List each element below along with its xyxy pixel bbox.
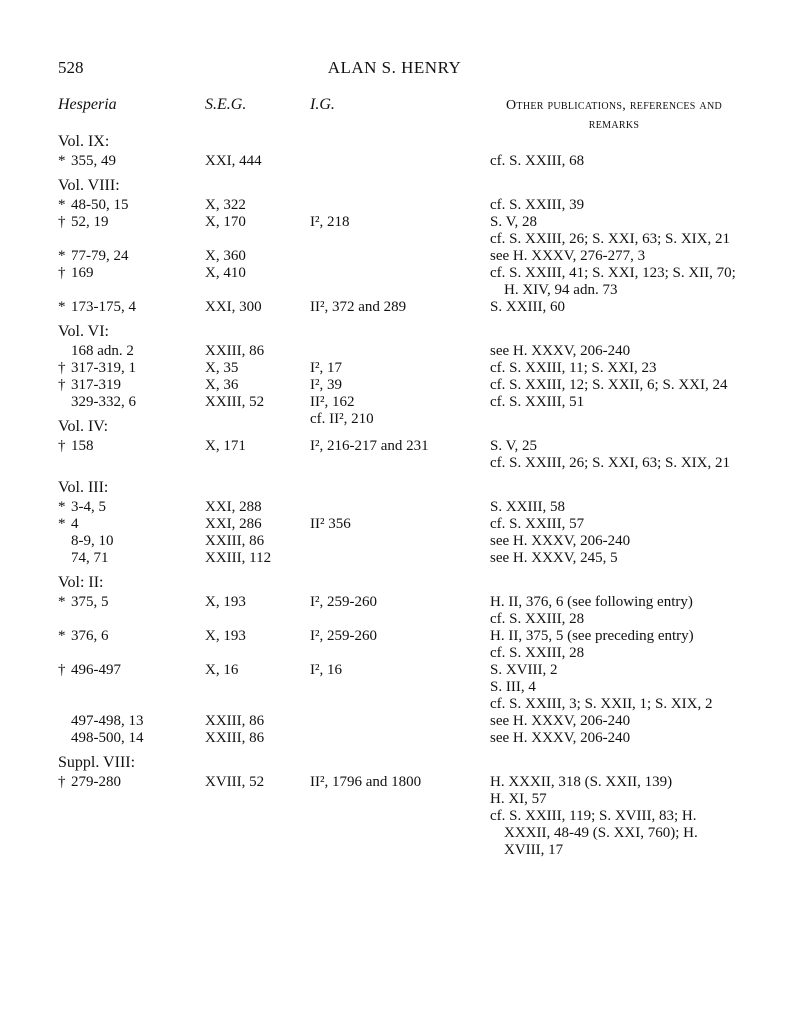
other-ref-line: S. XXIII, 58 [490, 499, 565, 515]
volume-section [58, 573, 738, 747]
column-headers [58, 96, 738, 132]
hesperia-ref-cell [58, 153, 198, 170]
ig-ref-cell [310, 628, 485, 645]
hesperia-ref-cell [58, 299, 198, 316]
hesperia-ref-cell [58, 197, 198, 214]
other-ref-line: cf. S. XXIII, 28 [490, 611, 585, 627]
other-refs [490, 533, 738, 550]
ig-ref: II², 1796 and 1800 [310, 774, 422, 790]
table-row [58, 214, 738, 248]
ig-ref: I², 17 [310, 360, 342, 376]
table-row [58, 299, 738, 316]
hesperia-ref: 3-4, 5 [71, 499, 106, 515]
seg-ref: X, 410 [205, 265, 246, 281]
other-refs [490, 499, 738, 516]
ig-ref-cell [310, 299, 485, 316]
seg-ref: X, 170 [205, 214, 246, 230]
column-header-hesperia: Hesperia [58, 96, 117, 113]
other-refs [490, 774, 738, 859]
hesperia-ref: 498-500, 14 [71, 730, 144, 746]
page-number: 528 [58, 58, 84, 77]
entry-mark: * [58, 594, 66, 610]
hesperia-ref-cell [58, 377, 198, 394]
volume-label: Vol. IV: [58, 418, 109, 435]
seg-ref: X, 16 [205, 662, 239, 678]
running-head [58, 58, 731, 82]
other-ref-line: S. XVIII, 2 [490, 662, 558, 678]
other-refs [490, 377, 738, 394]
entry-mark: † [58, 214, 66, 230]
other-ref-line: cf. S. XXIII, 3; S. XXII, 1; S. XIX, 2 [490, 696, 713, 712]
ig-ref-cell [310, 594, 485, 611]
volume-section [58, 753, 738, 859]
other-ref-line: cf. S. XXIII, 28 [490, 645, 585, 661]
table-row [58, 377, 738, 394]
entry-mark: † [58, 662, 66, 678]
other-ref-line: cf. S. XXIII, 57 [490, 516, 585, 532]
other-ref-line: H. II, 375, 5 (see preceding entry) [490, 628, 694, 644]
table-row [58, 516, 738, 533]
hesperia-ref-cell [58, 774, 198, 791]
table-row [58, 628, 738, 662]
other-ref-line: cf. S. XXIII, 26; S. XXI, 63; S. XIX, 21 [490, 455, 730, 471]
hesperia-ref: 158 [71, 438, 94, 454]
hesperia-ref: 279-280 [71, 774, 121, 790]
seg-ref: XXI, 288 [205, 499, 262, 515]
table-row [58, 499, 738, 516]
table-row [58, 730, 738, 747]
ig-ref: I², 16 [310, 662, 342, 678]
table-row [58, 533, 738, 550]
hesperia-ref-cell [58, 394, 198, 411]
entry-mark: * [58, 499, 66, 515]
hesperia-ref: 169 [71, 265, 94, 281]
table-row [58, 550, 738, 567]
table-row [58, 265, 738, 299]
other-ref-line: S. V, 25 [490, 438, 537, 454]
ig-ref-secondary: cf. II², 210 [310, 411, 374, 427]
other-refs [490, 248, 738, 265]
hesperia-ref: 74, 71 [71, 550, 109, 566]
seg-ref: X, 322 [205, 197, 246, 213]
ig-ref-cell [310, 394, 485, 428]
other-refs [490, 265, 738, 299]
other-ref-line: cf. S. XXIII, 119; S. XVIII, 83; H. XXXII, 48-49 (S. XXI, 760); H. XVIII, 17 [490, 808, 698, 858]
ig-ref-cell [310, 214, 485, 231]
concordance-table [58, 132, 738, 865]
other-ref-line: see H. XXXV, 276-277, 3 [490, 248, 646, 264]
table-row [58, 438, 738, 472]
other-ref-line: cf. S. XXIII, 11; S. XXI, 23 [490, 360, 657, 376]
other-ref-line: see H. XXXV, 206-240 [490, 730, 631, 746]
seg-ref: XXIII, 86 [205, 713, 265, 729]
other-ref-line: S. XXIII, 60 [490, 299, 565, 315]
hesperia-ref-cell [58, 214, 198, 231]
other-ref-line: H. II, 376, 6 (see following entry) [490, 594, 693, 610]
column-header-seg: S.E.G. [205, 96, 247, 113]
ig-ref: II² 356 [310, 516, 351, 532]
seg-ref: X, 360 [205, 248, 246, 264]
ig-ref: I², 216-217 and 231 [310, 438, 429, 454]
entry-mark: * [58, 628, 66, 644]
other-refs [490, 214, 738, 248]
other-ref-line: cf. S. XXIII, 41; S. XXI, 123; S. XII, 70; H. XIV, 94 adn. 73 [490, 265, 736, 298]
seg-ref: XVIII, 52 [205, 774, 265, 790]
ig-ref: I², 218 [310, 214, 350, 230]
other-refs [490, 516, 738, 533]
seg-ref: XXIII, 86 [205, 730, 265, 746]
entry-mark: * [58, 299, 66, 315]
seg-ref: XXIII, 112 [205, 550, 272, 566]
hesperia-ref-cell [58, 360, 198, 377]
other-ref-line: see H. XXXV, 245, 5 [490, 550, 618, 566]
other-refs [490, 594, 738, 628]
hesperia-ref-cell [58, 438, 198, 455]
volume-label: Vol. IX: [58, 133, 110, 150]
hesperia-ref: 317-319, 1 [71, 360, 136, 376]
other-refs [490, 394, 738, 411]
other-ref-line: cf. S. XXIII, 51 [490, 394, 585, 410]
other-ref-line: cf. S. XXIII, 68 [490, 153, 585, 169]
other-refs [490, 730, 738, 747]
hesperia-ref: 375, 5 [71, 594, 109, 610]
seg-ref: X, 171 [205, 438, 246, 454]
hesperia-ref-cell [58, 628, 198, 645]
seg-ref: XXI, 300 [205, 299, 262, 315]
seg-ref: X, 35 [205, 360, 239, 376]
table-row [58, 153, 738, 170]
volume-section [58, 176, 738, 316]
entry-mark: * [58, 516, 66, 532]
hesperia-ref-cell [58, 265, 198, 282]
volume-label: Vol. III: [58, 479, 109, 496]
ig-ref-cell [310, 662, 485, 679]
other-ref-line: H. XI, 57 [490, 791, 547, 807]
other-ref-line: S. III, 4 [490, 679, 536, 695]
hesperia-ref: 496-497 [71, 662, 121, 678]
table-row [58, 360, 738, 377]
entry-mark: † [58, 360, 66, 376]
ig-ref: II², 372 and 289 [310, 299, 407, 315]
hesperia-ref: 376, 6 [71, 628, 109, 644]
seg-ref: XXIII, 86 [205, 343, 265, 359]
other-ref-line: see H. XXXV, 206-240 [490, 533, 631, 549]
hesperia-ref-cell [58, 533, 198, 550]
table-row [58, 248, 738, 265]
seg-ref: X, 193 [205, 628, 246, 644]
volume-section [58, 132, 738, 170]
table-row [58, 662, 738, 713]
entry-mark: * [58, 153, 66, 169]
table-row [58, 343, 738, 360]
ig-ref-cell [310, 438, 485, 455]
hesperia-ref-cell [58, 516, 198, 533]
other-ref-line: H. XXXII, 318 (S. XXII, 139) [490, 774, 673, 790]
other-refs [490, 343, 738, 360]
seg-ref: XXIII, 52 [205, 394, 265, 410]
hesperia-ref: 329-332, 6 [71, 394, 136, 410]
ig-ref-cell [310, 360, 485, 377]
table-row [58, 594, 738, 628]
volume-label: Vol: II: [58, 574, 104, 591]
hesperia-ref-cell [58, 713, 198, 730]
other-ref-line: cf. S. XXIII, 39 [490, 197, 585, 213]
entry-mark: † [58, 377, 66, 393]
column-header-ig: I.G. [310, 96, 335, 113]
ig-ref-cell [310, 516, 485, 533]
ig-ref: I², 259-260 [310, 594, 377, 610]
entry-mark: † [58, 265, 66, 281]
seg-ref: XXI, 286 [205, 516, 262, 532]
hesperia-ref: 77-79, 24 [71, 248, 129, 264]
entry-mark: † [58, 438, 66, 454]
other-refs [490, 438, 738, 472]
ig-ref-cell [310, 774, 485, 791]
hesperia-ref: 4 [71, 516, 79, 532]
hesperia-ref-cell [58, 730, 198, 747]
other-refs [490, 153, 738, 170]
table-row [58, 774, 738, 859]
other-refs [490, 360, 738, 377]
hesperia-ref-cell [58, 248, 198, 265]
entry-mark: * [58, 197, 66, 213]
other-ref-line: cf. S. XXIII, 26; S. XXI, 63; S. XIX, 21 [490, 231, 730, 247]
seg-ref: XXIII, 86 [205, 533, 265, 549]
hesperia-ref: 317-319 [71, 377, 121, 393]
other-refs [490, 713, 738, 730]
hesperia-ref-cell [58, 594, 198, 611]
hesperia-ref: 168 adn. 2 [71, 343, 134, 359]
hesperia-ref: 173-175, 4 [71, 299, 136, 315]
hesperia-ref-cell [58, 343, 198, 360]
column-header-other: Other publications, references and remarks [506, 98, 722, 132]
hesperia-ref: 48-50, 15 [71, 197, 129, 213]
seg-ref: X, 36 [205, 377, 239, 393]
entry-mark: * [58, 248, 66, 264]
entry-mark: † [58, 774, 66, 790]
ig-ref: I², 259-260 [310, 628, 377, 644]
other-ref-line: see H. XXXV, 206-240 [490, 343, 631, 359]
hesperia-ref: 497-498, 13 [71, 713, 144, 729]
table-row [58, 713, 738, 730]
volume-label: Vol. VIII: [58, 177, 120, 194]
hesperia-ref-cell [58, 499, 198, 516]
other-refs [490, 550, 738, 567]
hesperia-ref-cell [58, 550, 198, 567]
volume-section [58, 478, 738, 567]
other-refs [490, 299, 738, 316]
hesperia-ref-cell [58, 662, 198, 679]
other-refs [490, 662, 738, 713]
volume-label: Suppl. VIII: [58, 754, 136, 771]
ig-ref: II², 162 [310, 394, 355, 410]
ig-ref-cell [310, 377, 485, 394]
other-refs [490, 628, 738, 662]
seg-ref: X, 193 [205, 594, 246, 610]
table-row [58, 197, 738, 214]
other-refs [490, 197, 738, 214]
running-title: ALAN S. HENRY [327, 58, 462, 77]
volume-label: Vol. VI: [58, 323, 109, 340]
hesperia-ref: 355, 49 [71, 153, 116, 169]
other-ref-line: cf. S. XXIII, 12; S. XXII, 6; S. XXI, 24 [490, 377, 728, 393]
ig-ref: I², 39 [310, 377, 342, 393]
hesperia-ref: 8-9, 10 [71, 533, 114, 549]
hesperia-ref: 52, 19 [71, 214, 109, 230]
seg-ref: XXI, 444 [205, 153, 262, 169]
other-ref-line: S. V, 28 [490, 214, 537, 230]
other-ref-line: see H. XXXV, 206-240 [490, 713, 631, 729]
